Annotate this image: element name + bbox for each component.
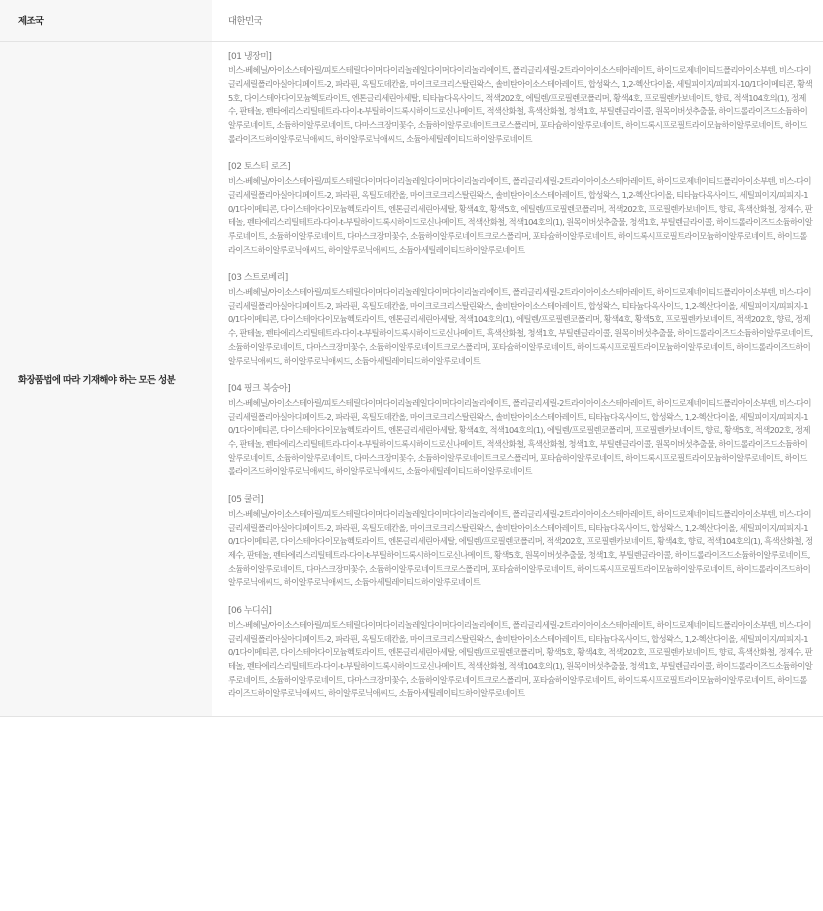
- product-name: [04 핑크 복숭아]: [228, 384, 291, 395]
- product-name: [03 스트로베리]: [228, 273, 288, 284]
- spec-row-ingredients: [0, 41, 823, 717]
- product-ingredients: 비스-베헤닐/아이소스테아릴/피토스테릴다이머다이리놀레일다이머다이리놀리에이트, 폴리글리세릴-2트라이아이소스테아레이트, 하이드로제네이티드폴리아이소부텐, 비스-다이글리세릴폴리아실아디페이트-2, 파라핀, 옥틸도데칸올, 마이크로크리스탈린왁스, 솔비탄아이소스테아레이트, 티타늄다옥사이드, 합성왁스, 1,2-헥산다이올, 세틸피이지/피피지-10/1다이메티콘, 다이스테아다이모늄헥토라이트, 엔톤글리세린아세탈, 에틸렌/프로필렌코폴리머, 황색5호, 황색4호, 적색202호, 프로필렌카보네이트, 향료, 흑색산화철, 정제수, 판테놀, 펜타에리스리틸테트라-다이-t-부틸하이드록시하이드로신나메이트, 적색산화철, 적색104호의(1), 원목이버섯추출물, 청색1호, 부틸렌글라이콜, 하이드롤라이즈드소듐하이알루로네이트, 소듐하이알루로네이트, 다마스크장미꽃수, 소듐하이알루로네이트크로스폴리머, 포타슘하이알루로네이트, 하이드록시프로필트라이모늄하이알루로네이트, 하이드롤라이즈드하이알루로닉애씨드, 하이알루로닉애씨드, 소듐아세틸레이티드하이알루로네이트: [228, 619, 813, 699]
- origin-label: 제조국: [0, 0, 212, 41]
- product-name: [02 토스티 로즈]: [228, 162, 291, 173]
- product-block: [228, 383, 813, 479]
- product-block: [228, 51, 813, 147]
- product-ingredients: 비스-베헤닐/아이소스테아릴/피토스테릴다이머다이리놀레일다이머다이리놀리에이트, 폴리글리세릴-2트라이아이소스테아레이트, 하이드로제네이티드폴리아이소부텐, 비스-다이글리세릴폴리아실아디페이트-2, 파라핀, 옥틸도데칸올, 마이크로크리스탈린왁스, 솔비탄아이소스테아레이트, 티타늄다옥사이드, 합성왁스, 1,2-헥산다이올, 세틸피이지/피피지-10/1다이메티콘, 다이스테아다이모늄헥토라이트, 엔톤글리세린아세탈, 황색4호, 적색104호의(1), 에틸렌/프로필렌코폴리머, 프로필렌카보네이트, 향료, 황색5호, 적색202호, 정제수, 판테놀, 펜타에리스리틸테트라-다이-t-부틸하이드록시하이드로신나메이트, 적색산화철, 흑색산화철, 청색1호, 부틸렌글라이콜, 원목이버섯추출물, 하이드롤라이즈드소듐하이알루로네이트, 소듐하이알루로네이트, 다마스크장미꽃수, 소듐하이알루로네이트크로스폴리머, 포타슘하이알루로네이트, 하이드록시프로필트라이모늄하이알루로네이트, 하이드롤라이즈드하이알루로닉애씨드, 하이알루로닉애씨드, 소듐아세틸레이티드하이알루로네이트: [228, 397, 811, 477]
- product-block: [228, 494, 813, 590]
- product-block: [228, 161, 813, 257]
- product-block: [228, 272, 813, 368]
- product-ingredients: 비스-베헤닐/아이소스테아릴/피토스테릴다이머다이리놀레일다이머다이리놀리에이트, 폴리글리세릴-2트라이아이소스테아레이트, 하이드로제네이티드폴리아이소부텐, 비스-다이글리세릴폴리아실아디페이트-2, 파라핀, 옥틸도데칸올, 마이크로크리스탈린왁스, 솔비탄아이소스테아레이트, 합성왁스, 1,2-헥산다이올, 세틸피이지/피피지-10/1다이메티콘, 황색5호, 다이스테아다이모늄헥토라이트, 엔톤글리세린아세탈, 티타늄다옥사이드, 적색202호, 에틸렌/프로필렌코폴리머, 황색4호, 프로필렌카보네이트, 향료, 적색104호의(1), 정제수, 판테놀, 펜타에리스리틸테트라-다이-t-부틸하이드록시하이드로신나메이트, 적색산화철, 흑색산화철, 청색1호, 부틸렌글라이콜, 원목이버섯추출물, 하이드롤라이즈드소듐하이알루로네이트, 소듐하이알루로네이트, 다마스크장미꽃수, 소듐하이알루로네이트크로스폴리머, 포타슘하이알루로네이트, 하이드록시프로필트라이모늄하이알루로네이트, 하이드롤라이즈드하이알루로닉애씨드, 하이알루로닉애씨드, 소듐아세틸레이티드하이알루로네이트: [228, 65, 812, 144]
- product-name: [06 누디쉬]: [228, 606, 272, 617]
- product-ingredients: 비스-베헤닐/아이소스테아릴/피토스테릴다이머다이리놀레일다이머다이리놀리에이트, 폴리글리세릴-2트라이아이소스테아레이트, 하이드로제네이티드폴리아이소부텐, 비스-다이글리세릴폴리아실아디페이트-2, 파라핀, 옥틸도데칸올, 마이크로크리스탈린왁스, 솔비탄아이소스테아레이트, 합성왁스, 1,2-헥산다이올, 티타늄다옥사이드, 세틸피이지/피피지-10/1다이메티콘, 다이스테아다이모늄헥토라이트, 엔톤글리세린아세탈, 황색4호, 황색5호, 에틸렌/프로필렌코폴리머, 적색202호, 프로필렌카보네이트, 향료, 흑색산화철, 정제수, 판테놀, 펜타에리스리틸테트라-다이-t-부틸하이드록시하이드로신나메이트, 적색산화철, 적색104호의(1), 원목이버섯추출물, 청색1호, 부틸렌글라이콜, 하이드롤라이즈드소듐하이알루로네이트, 소듐하이알루로네이트, 다마스크장미꽃수, 소듐하이알루로네이트크로스폴리머, 포타슘하이알루로네이트, 하이드록시프로필트라이모늄하이알루로네이트, 하이드롤라이즈드하이알루로닉애씨드, 하이알루로닉애씨드, 소듐아세틸레이티드하이알루로네이트: [228, 176, 813, 255]
- product-block: [228, 605, 813, 701]
- ingredients-cell: [212, 41, 823, 717]
- origin-value: 대한민국: [212, 0, 823, 41]
- product-ingredients: 비스-베헤닐/아이소스테아릴/피토스테릴다이머다이리놀레일다이머다이리놀리에이트, 폴리글리세릴-2트라이아이소스테아레이트, 하이드로제네이티드폴리아이소부텐, 비스-다이글리세릴폴리아실아디페이트-2, 파라핀, 옥틸도데칸올, 마이크로크리스탈린왁스, 솔비탄아이소스테아레이트, 티타늄다옥사이드, 합성왁스, 1,2-헥산다이올, 세틸피이지/피피지-10/1다이메티콘, 다이스테아다이모늄헥토라이트, 엔톤글리세린아세탈, 에틸렌/프로필렌코폴리머, 적색202호, 프로필렌카보네이트, 황색4호, 향료, 적색104호의(1), 흑색산화철, 정제수, 판테놀, 펜타에리스리틸테트라-다이-t-부틸하이드록시하이드로신나메이트, 황색5호, 원목이버섯추출물, 청색1호, 부틸렌글라이콜, 하이드롤라이즈드소듐하이알루로네이트, 소듐하이알루로네이트, 다마스크장미꽃수, 소듐하이알루로네이트크로스폴리머, 포타슘하이알루로네이트, 하이드록시프로필트라이모늄하이알루로네이트, 하이드롤라이즈드하이알루로닉애씨드, 하이알루로닉애씨드, 소듐아세틸레이티드하이알루로네이트: [228, 508, 813, 588]
- ingredients-label: 화장품법에 따라 기재해야 하는 모든 성분: [0, 41, 212, 717]
- product-name: [05 쿨러]: [228, 495, 264, 506]
- product-ingredients: 비스-베헤닐/아이소스테아릴/피토스테릴다이머다이리놀레일다이머다이리놀리에이트, 폴리글리세릴-2트라이아이소스테아레이트, 하이드로제네이티드폴리아이소부텐, 비스-다이글리세릴폴리아실아디페이트-2, 파라핀, 옥틸도데칸올, 마이크로크리스탈린왁스, 솔비탄아이소스테아레이트, 합성왁스, 티타늄다옥사이드, 1,2-헥산다이올, 세틸피이지/피피지-10/1다이메티콘, 다이스테아다이모늄헥토라이트, 엔톤글리세린아세탈, 적색104호의(1), 에틸렌/프로필렌코폴리머, 황색4호, 황색5호, 프로필렌카보네이트, 적색202호, 향료, 정제수, 판테놀, 펜타에리스리틸테트라-다이-t-부틸하이드록시하이드로신나메이트, 흑색산화철, 청색1호, 부틸렌글라이콜, 원목이버섯추출물, 하이드롤라이즈드소듐하이알루로네이트, 소듐하이알루로네이트, 다마스크장미꽃수, 소듐하이알루로네이트크로스폴리머, 포타슘하이알루로네이트, 하이드록시프로필트라이모늄하이알루로네이트, 하이드롤라이즈드하이알루로닉애씨드, 하이알루로닉애씨드, 소듐아세틸레이티드하이알루로네이트: [228, 287, 813, 366]
- product-name: [01 냉장미]: [228, 51, 272, 62]
- spec-row-origin: [0, 0, 823, 41]
